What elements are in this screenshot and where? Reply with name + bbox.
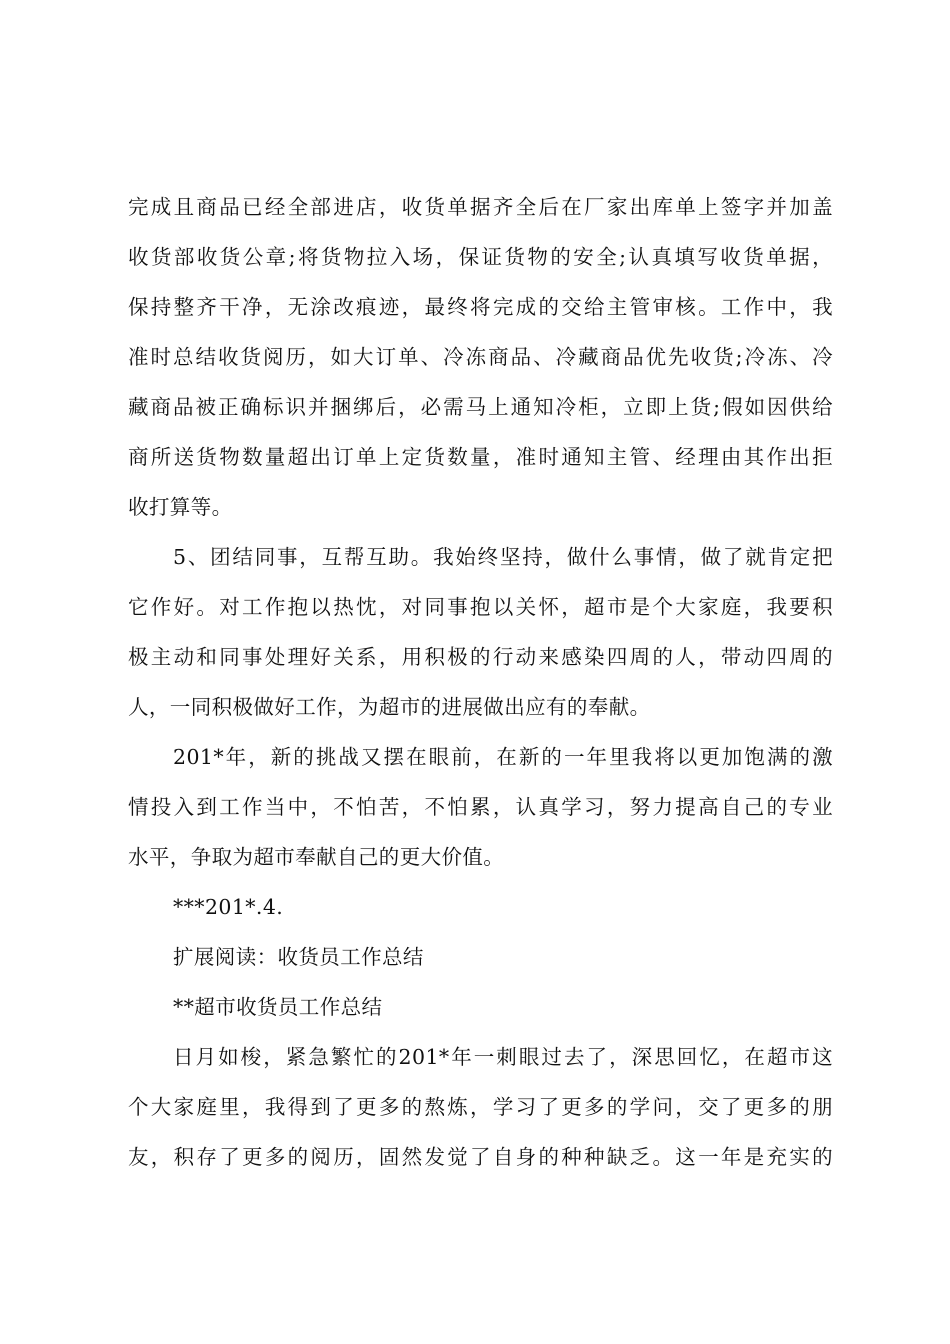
paragraph-start-line: 5、团结同事，互帮互助。我始终坚持，做什么事情，做了就肯定把 — [173, 545, 833, 569]
signature-date-line: ***201*.4. — [173, 895, 284, 919]
section-title: **超市收货员工作总结 — [173, 995, 383, 1019]
text-line: 情投入到工作当中，不怕苦，不怕累，认真学习，努力提高自己的专业 — [128, 795, 833, 819]
text-line: 保持整齐干净，无涂改痕迹，最终将完成的交给主管审核。工作中，我 — [128, 295, 833, 319]
paragraph-start-line: 日月如梭，紧急繁忙的201*年一刺眼过去了，深思回忆，在超市这 — [173, 1045, 833, 1069]
text-line: 它作好。对工作抱以热忱，对同事抱以关怀，超市是个大家庭，我要积 — [128, 595, 833, 619]
text-line: 极主动和同事处理好关系，用积极的行动来感染四周的人，带动四周的 — [128, 645, 833, 669]
text-line: 人，一同积极做好工作，为超市的进展做出应有的奉献。 — [128, 695, 651, 719]
text-line: 完成且商品已经全部进店，收货单据齐全后在厂家出库单上签字并加盖 — [128, 195, 833, 219]
text-line: 准时总结收货阅历，如大订单、冷冻商品、冷藏商品优先收货;冷冻、冷 — [128, 345, 833, 369]
text-line: 友，积存了更多的阅历，固然发觉了自身的种种缺乏。这一年是充实的 — [128, 1145, 833, 1169]
text-line: 商所送货物数量超出订单上定货数量，准时通知主管、经理由其作出拒 — [128, 445, 833, 469]
text-line: 收货部收货公章;将货物拉入场，保证货物的安全;认真填写收货单据， — [128, 245, 833, 269]
text-line: 收打算等。 — [128, 495, 233, 519]
text-line: 个大家庭里，我得到了更多的熬炼，学习了更多的学问，交了更多的朋 — [128, 1095, 833, 1119]
text-line: 藏商品被正确标识并捆绑后，必需马上通知冷柜，立即上货;假如因供给 — [128, 395, 833, 419]
text-line: 水平，争取为超市奉献自己的更大价值。 — [128, 845, 505, 869]
paragraph-start-line: 201*年，新的挑战又摆在眼前，在新的一年里我将以更加饱满的激 — [173, 745, 833, 769]
extended-reading-heading: 扩展阅读：收货员工作总结 — [173, 945, 424, 969]
